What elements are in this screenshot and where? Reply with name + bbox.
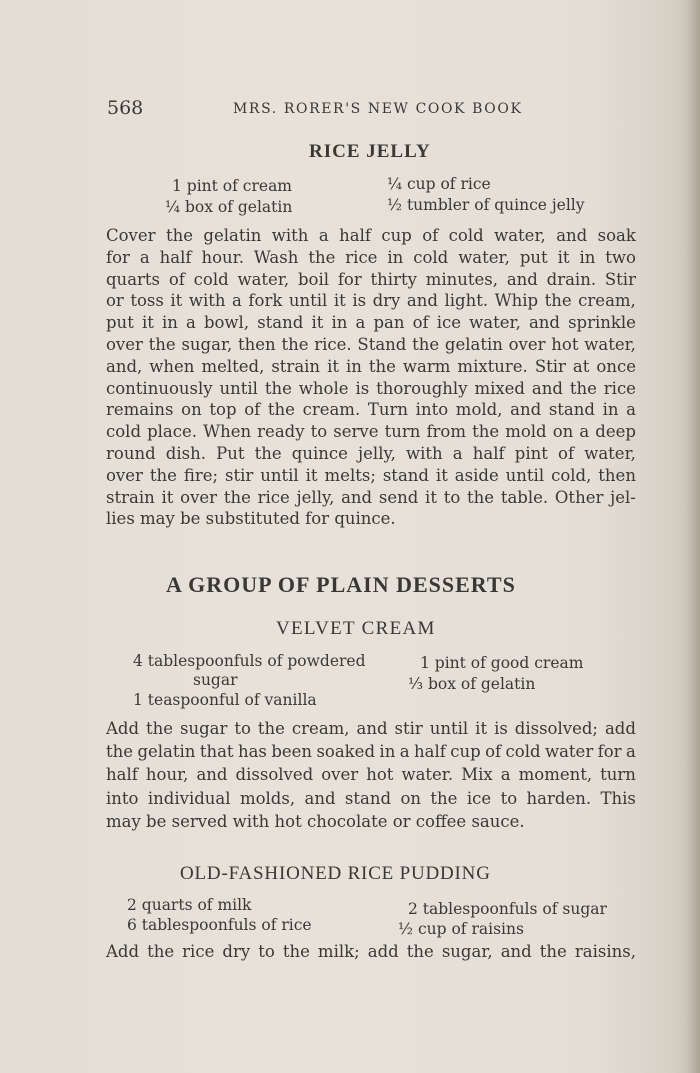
rice-pudding-title: OLD-FASHIONED RICE PUDDING xyxy=(180,863,491,884)
text-line: or toss it with a fork until it is dry and light. Whip the cream, xyxy=(106,291,636,311)
text-line: for a half hour. Wash the rice in cold water, put it in two xyxy=(106,247,636,267)
velvet-cream-ingredient: sugar xyxy=(193,671,238,689)
text-line: Add the sugar to the cream, and stir until it is dissolved; add xyxy=(106,719,636,738)
rice-jelly-ingredient: 1 pint of cream xyxy=(172,177,293,195)
velvet-cream-title: VELVET CREAM xyxy=(276,618,436,639)
page-edge-shadow xyxy=(686,0,700,1073)
text-line: the gelatin that has been soaked in a half cup of cold water for a xyxy=(106,742,636,762)
velvet-cream-ingredient: 1 pint of good cream xyxy=(420,654,584,672)
rice-pudding-ingredient: 2 quarts of milk xyxy=(127,896,252,914)
rice-jelly-ingredient: ½ tumbler of quince jelly xyxy=(387,196,585,214)
text-line: Add the rice dry to the milk; add the sugar, and the raisins, xyxy=(106,942,636,961)
page-number: 568 xyxy=(107,97,144,119)
text-line: and, when melted, strain it in the warm mixture. Stir at once xyxy=(106,356,636,376)
rice-pudding-ingredient: 2 tablespoonfuls of sugar xyxy=(408,900,607,918)
rice-pudding-ingredient: 6 tablespoonfuls of rice xyxy=(127,916,312,934)
rice-jelly-title: RICE JELLY xyxy=(309,141,431,162)
text-line: remains on top of the cream. Turn into mold, and stand in a xyxy=(106,400,636,420)
text-line: half hour, and dissolved over hot water. Mix a moment, turn xyxy=(106,765,636,785)
text-line: may be served with hot chocolate or coffee sauce. xyxy=(106,811,525,831)
rice-pudding-ingredient: ½ cup of raisins xyxy=(398,920,524,938)
rice-jelly-ingredient: ¼ cup of rice xyxy=(387,175,491,193)
text-line: continuously until the whole is thoroughly mixed and the rice xyxy=(106,378,636,398)
rice-jelly-ingredient: ¼ box of gelatin xyxy=(165,198,293,216)
section-heading: A GROUP OF PLAIN DESSERTS xyxy=(166,572,516,597)
velvet-cream-ingredient: ⅓ box of gelatin xyxy=(408,675,536,693)
text-line: round dish. Put the quince jelly, with a half pint of water, xyxy=(106,444,636,463)
text-line: cold place. When ready to serve turn from the mold on a deep xyxy=(106,422,636,442)
text-line: Cover the gelatin with a half cup of cold water, and soak xyxy=(106,226,636,245)
text-line: strain it over the rice jelly, and send it to the table. Other jel- xyxy=(106,487,636,507)
text-line: into individual molds, and stand on the ice to harden. This xyxy=(106,788,636,808)
text-line: over the sugar, then the rice. Stand the gelatin over hot water, xyxy=(106,335,636,354)
text-line: over the fire; stir until it melts; stand it aside until cold, then xyxy=(106,465,636,485)
velvet-cream-ingredient: 4 tablespoonfuls of powdered xyxy=(133,652,366,670)
text-line: quarts of cold water, boil for thirty minutes, and drain. Stir xyxy=(106,269,636,289)
velvet-cream-ingredient: 1 teaspoonful of vanilla xyxy=(133,691,317,709)
text-line: put it in a bowl, stand it in a pan of ice water, and sprinkle xyxy=(106,313,636,333)
text-line: lies may be substituted for quince. xyxy=(106,509,396,529)
running-title: MRS. RORER'S NEW COOK BOOK xyxy=(233,101,523,117)
